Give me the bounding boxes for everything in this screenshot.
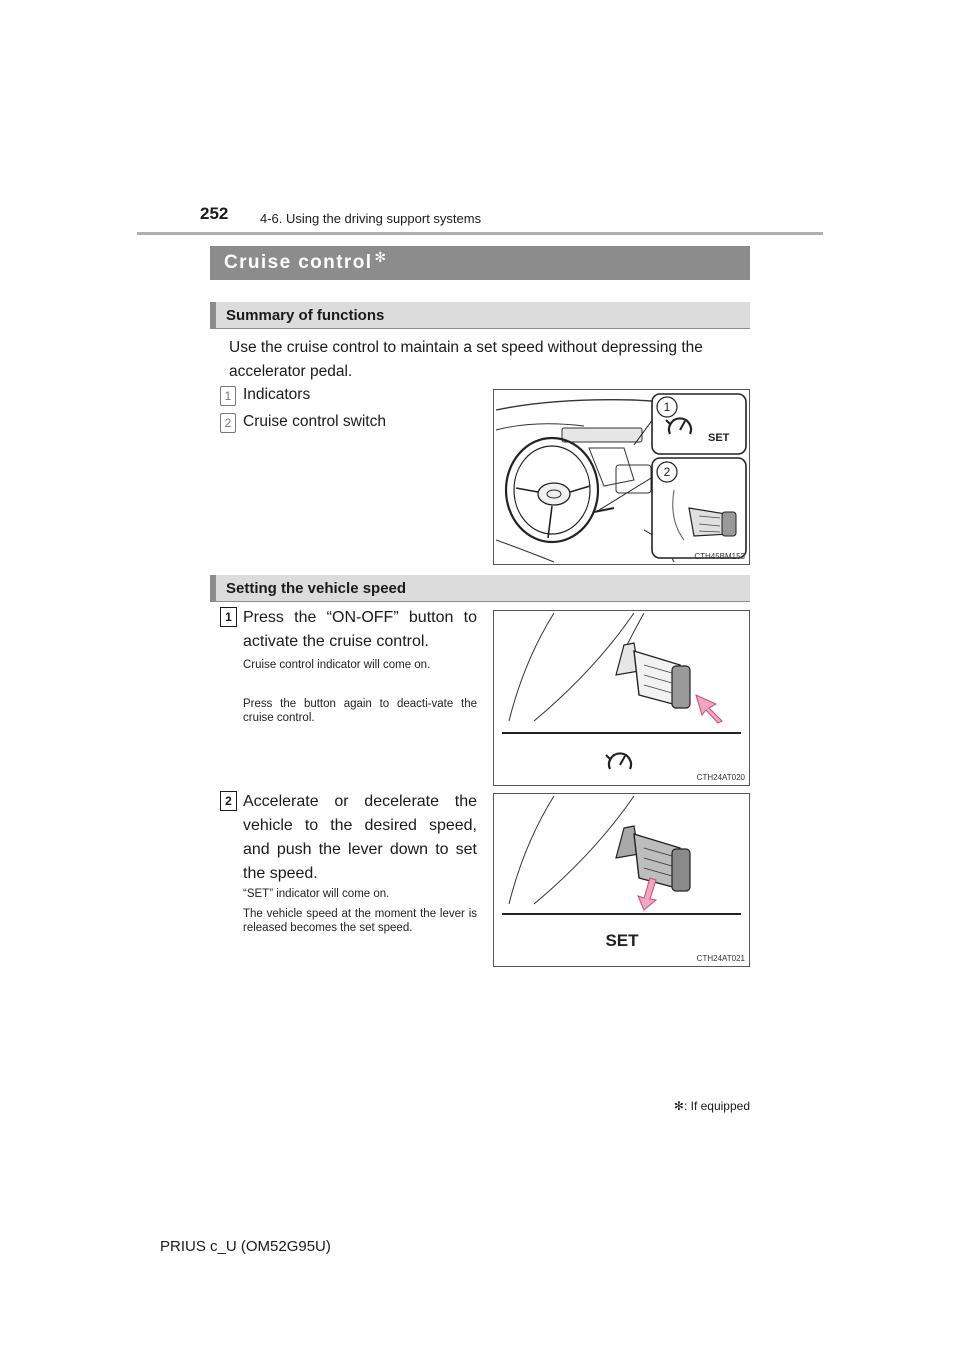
step-2-text: Accelerate or decelerate the vehicle to the desired speed, and push the lever down to set the speed. [243,793,477,882]
cockpit-illustration [494,390,749,564]
figure-code: CTH24AT020 [696,773,745,782]
cockpit-figure [493,389,750,565]
cruise-indicator-icon [606,753,631,769]
item-number: 2 [220,413,236,433]
callout-number: 1 [663,400,671,414]
footer-model-code: PRIUS c_U (OM52G95U) [160,1238,331,1255]
step-2-illustration [494,794,749,966]
setting-heading-bar [210,575,750,602]
set-indicator-text: SET [708,432,730,444]
summary-heading-bar [210,302,750,329]
section-header: 4-6. Using the driving support systems [260,211,482,226]
if-equipped-mark: ✻ [374,248,387,265]
footnote [674,1099,750,1113]
header-rule [137,232,823,235]
step-1-illustration [494,611,749,785]
step-1-text: Press the “ON-OFF” button to activate the cruise control. [243,609,477,650]
step-2-note: The vehicle speed at the moment the lever is released becomes the set speed. [243,908,477,934]
step-1-figure [493,610,750,786]
cruise-lever-icon [616,643,690,708]
step-2-note: “SET” indicator will come on. [243,888,390,900]
summary-heading: Summary of functions [226,306,385,324]
step-1-note: Press the button again to deacti-vate the cruise control. [243,698,477,724]
page-number: 252 [200,204,229,223]
summary-intro: Use the cruise control to maintain a set speed without depressing the accelerator pedal. [229,339,703,380]
figure-code: CTH24AT021 [696,954,745,963]
push-down-arrow-icon [638,878,656,910]
footnote-text: : If equipped [683,1099,750,1113]
title-bar [210,246,750,280]
step-1-note: Cruise control indicator will come on. [243,659,431,671]
step-number: 2 [220,791,237,811]
item-label-indicators: Indicators [243,386,311,403]
item-number: 1 [220,386,236,406]
footnote-mark: ✻ [673,1099,684,1113]
callout-number: 2 [663,465,671,479]
press-arrow-icon [696,695,722,723]
setting-heading: Setting the vehicle speed [226,579,407,597]
step-number: 1 [220,607,237,627]
figure-code: CTH45BM153 [694,552,745,561]
item-label-switch: Cruise control switch [243,413,386,430]
set-indicator-text: SET [605,931,639,950]
step-2-figure [493,793,750,967]
page-title: Cruise control [224,252,373,273]
